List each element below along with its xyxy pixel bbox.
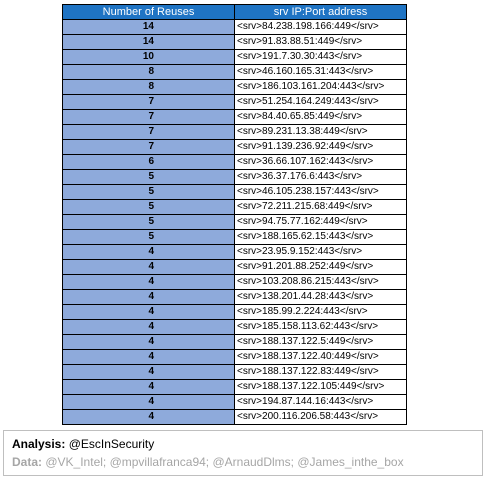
reuse-count-cell: 4 <box>63 245 235 260</box>
table-row <box>63 20 407 35</box>
table-row <box>63 200 407 215</box>
table-row <box>63 95 407 110</box>
address-cell: <srv>185.158.113.62:443</srv> <box>235 320 407 335</box>
reuse-count-cell: 7 <box>63 125 235 140</box>
address-cell: <srv>91.83.88.51:449</srv> <box>235 35 407 50</box>
address-cell: <srv>103.208.86.215:443</srv> <box>235 275 407 290</box>
table-row <box>63 365 407 380</box>
address-cell: <srv>186.103.161.204:443</srv> <box>235 80 407 95</box>
table-row <box>63 170 407 185</box>
table-row <box>63 35 407 50</box>
reuse-count-cell: 14 <box>63 20 235 35</box>
address-cell: <srv>194.87.144.16:443</srv> <box>235 395 407 410</box>
reuse-count-cell: 5 <box>63 200 235 215</box>
reuse-count-cell: 7 <box>63 110 235 125</box>
table-row <box>63 350 407 365</box>
data-value: @VK_Intel; @mpvillafranca94; @ArnaudDlms; @James_inthe_box <box>45 455 404 469</box>
table-row <box>63 410 407 425</box>
table-row <box>63 290 407 305</box>
reuse-count-cell: 4 <box>63 260 235 275</box>
table-row <box>63 260 407 275</box>
address-cell: <srv>200.116.206.58:443</srv> <box>235 410 407 425</box>
address-cell: <srv>23.95.9.152:443</srv> <box>235 245 407 260</box>
address-cell: <srv>89.231.13.38:449</srv> <box>235 125 407 140</box>
data-line <box>12 454 474 470</box>
table-row <box>63 320 407 335</box>
address-cell: <srv>84.40.65.85:449</srv> <box>235 110 407 125</box>
reuse-count-cell: 5 <box>63 230 235 245</box>
reuse-count-cell: 4 <box>63 275 235 290</box>
reuse-table <box>62 4 407 425</box>
table-row <box>63 395 407 410</box>
reuse-count-cell: 4 <box>63 365 235 380</box>
address-cell: <srv>191.7.30.30:443</srv> <box>235 50 407 65</box>
table-row <box>63 110 407 125</box>
table-row <box>63 50 407 65</box>
reuse-count-cell: 7 <box>63 140 235 155</box>
data-label: Data: <box>12 455 43 469</box>
address-cell: <srv>91.201.88.252:449</srv> <box>235 260 407 275</box>
reuse-count-cell: 4 <box>63 305 235 320</box>
analysis-value: @EscInSecurity <box>68 437 155 451</box>
table-row <box>63 275 407 290</box>
table-row <box>63 140 407 155</box>
table-row <box>63 125 407 140</box>
credits-box <box>3 430 483 476</box>
address-cell: <srv>46.160.165.31:443</srv> <box>235 65 407 80</box>
address-cell: <srv>188.137.122.5:449</srv> <box>235 335 407 350</box>
table-row <box>63 380 407 395</box>
address-cell: <srv>188.137.122.40:449</srv> <box>235 350 407 365</box>
column-header-reuses: Number of Reuses <box>63 5 235 20</box>
table-row <box>63 245 407 260</box>
table-row <box>63 335 407 350</box>
analysis-line <box>12 436 474 452</box>
table-row <box>63 65 407 80</box>
reuse-count-cell: 14 <box>63 35 235 50</box>
reuse-count-cell: 8 <box>63 65 235 80</box>
reuse-count-cell: 5 <box>63 185 235 200</box>
address-cell: <srv>188.137.122.83:449</srv> <box>235 365 407 380</box>
reuse-count-cell: 4 <box>63 320 235 335</box>
address-cell: <srv>91.139.236.92:449</srv> <box>235 140 407 155</box>
reuse-count-cell: 4 <box>63 335 235 350</box>
table-row <box>63 230 407 245</box>
address-cell: <srv>188.165.62.15:443</srv> <box>235 230 407 245</box>
reuse-count-cell: 4 <box>63 380 235 395</box>
address-cell: <srv>138.201.44.28:443</srv> <box>235 290 407 305</box>
column-header-address: srv IP:Port address <box>235 5 407 20</box>
analysis-label: Analysis: <box>12 437 66 451</box>
table-row <box>63 215 407 230</box>
reuse-count-cell: 4 <box>63 410 235 425</box>
address-cell: <srv>36.37.176.6:443</srv> <box>235 170 407 185</box>
address-cell: <srv>36.66.107.162:443</srv> <box>235 155 407 170</box>
address-cell: <srv>72.211.215.68:449</srv> <box>235 200 407 215</box>
reuse-count-cell: 6 <box>63 155 235 170</box>
reuse-count-cell: 10 <box>63 50 235 65</box>
table-body <box>63 20 407 425</box>
table-row <box>63 185 407 200</box>
address-cell: <srv>84.238.198.166:449</srv> <box>235 20 407 35</box>
reuse-count-cell: 4 <box>63 290 235 305</box>
address-cell: <srv>51.254.164.249:443</srv> <box>235 95 407 110</box>
table-header-row <box>63 5 407 20</box>
table-row <box>63 155 407 170</box>
reuse-count-cell: 5 <box>63 215 235 230</box>
reuse-count-cell: 5 <box>63 170 235 185</box>
reuse-count-cell: 7 <box>63 95 235 110</box>
address-cell: <srv>188.137.122.105:449</srv> <box>235 380 407 395</box>
table-row <box>63 80 407 95</box>
address-cell: <srv>185.99.2.224:443</srv> <box>235 305 407 320</box>
address-cell: <srv>46.105.238.157:443</srv> <box>235 185 407 200</box>
address-cell: <srv>94.75.77.162:449</srv> <box>235 215 407 230</box>
table-row <box>63 305 407 320</box>
reuse-count-cell: 4 <box>63 350 235 365</box>
reuse-count-cell: 8 <box>63 80 235 95</box>
reuse-count-cell: 4 <box>63 395 235 410</box>
